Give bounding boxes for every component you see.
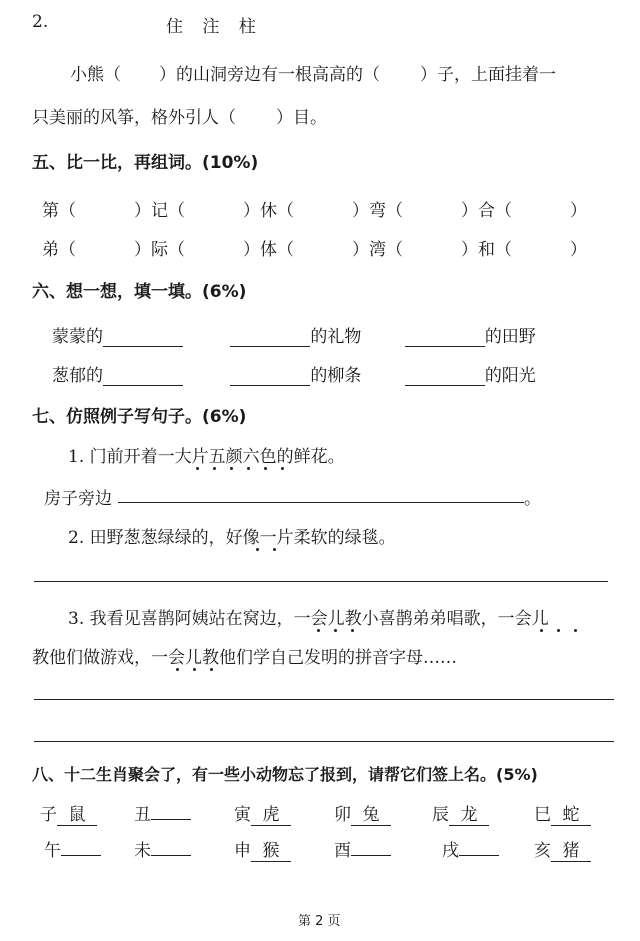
emphasis-dot: [213, 467, 216, 470]
s6-r2-word3: 的阳光: [484, 366, 536, 386]
emphasis-dot: [557, 629, 560, 632]
s7-answer3-line1[interactable]: [34, 699, 614, 700]
zodiac-item: [334, 800, 391, 826]
s6-r1-word1: 蒙蒙的: [52, 327, 103, 347]
zodiac-answer[interactable]: 猴: [251, 836, 291, 862]
zodiac-answer[interactable]: 兔: [351, 800, 391, 826]
emphasis-dot: [196, 467, 199, 470]
zodiac-branch: 寅: [234, 805, 251, 825]
zodiac-answer[interactable]: 蛇: [551, 800, 591, 826]
section7-title: 七、仿照例子写句子。(6%): [32, 407, 247, 427]
emphasis-dot: [334, 629, 337, 632]
zodiac-branch: 辰: [432, 805, 449, 825]
q2-characters: 住 注 柱: [166, 17, 256, 37]
zodiac-item: [432, 800, 489, 826]
s5-r2-c3: ）体（: [243, 240, 294, 260]
s5-r2-c5: ）和（: [461, 240, 512, 260]
zodiac-answer[interactable]: [351, 855, 391, 856]
zodiac-branch: 戌: [442, 841, 459, 861]
zodiac-answer[interactable]: 鼠: [57, 800, 97, 826]
zodiac-item: [534, 800, 591, 826]
s6-blank[interactable]: [230, 369, 310, 386]
zodiac-item: [134, 836, 191, 861]
q2-text-b: ）的山洞旁边有一根高高的（: [159, 65, 380, 85]
s6-row2: [52, 361, 536, 386]
s6-r1-word2: 的礼物: [310, 327, 362, 347]
zodiac-answer[interactable]: 虎: [251, 800, 291, 826]
s6-blank[interactable]: [405, 369, 485, 386]
s5-r1-c2: ）记（: [134, 201, 185, 221]
emphasis-dot: [574, 629, 577, 632]
s5-r1-c4: ）弯（: [352, 201, 403, 221]
s5-r1-close: ）: [570, 201, 587, 221]
emphasis-dot: [351, 629, 354, 632]
emphasis-dot: [273, 548, 276, 551]
s7-example3-line1: 3. 我看见喜鹊阿姨站在窝边，一会儿教小喜鹊弟弟唱歌，一会儿: [68, 609, 549, 629]
s5-r1-c3: ）休（: [243, 201, 294, 221]
zodiac-branch: 丑: [134, 805, 151, 825]
page-number: 第 2 页: [298, 914, 341, 929]
emphasis-dot: [247, 467, 250, 470]
emphasis-dot: [230, 467, 233, 470]
s7-example3-line2: 教他们做游戏，一会儿教他们学自己发明的拼音字母……: [32, 648, 457, 668]
s5-r2-c1: 弟（: [42, 240, 76, 260]
s7-answer1-prefix: 房子旁边: [44, 489, 112, 509]
s6-blank[interactable]: [103, 369, 183, 386]
zodiac-branch: 未: [134, 841, 151, 861]
zodiac-answer[interactable]: [459, 855, 499, 856]
s6-row1: [52, 322, 536, 347]
zodiac-item: [234, 836, 291, 862]
q2-text-c: ）子，上面挂着一: [420, 65, 556, 85]
section5-title: 五、比一比，再组词。(10%): [32, 153, 259, 173]
s5-r1-c1: 第（: [42, 201, 76, 221]
emphasis-dot: [540, 629, 543, 632]
s7-answer2-line[interactable]: [34, 581, 608, 582]
s5-row1: [42, 196, 587, 221]
s7-example2: 2. 田野葱葱绿绿的，好像一片柔软的绿毯。: [68, 528, 396, 548]
zodiac-answer[interactable]: 猪: [551, 836, 591, 862]
s6-r2-word1: 葱郁的: [52, 366, 103, 386]
q2-sentence-line2: [32, 103, 327, 128]
zodiac-item: [442, 836, 499, 861]
emphasis-dot: [210, 668, 213, 671]
emphasis-dot: [281, 467, 284, 470]
s7-answer1-suffix: 。: [524, 489, 541, 509]
emphasis-dot: [193, 668, 196, 671]
emphasis-dot: [317, 629, 320, 632]
section6-title: 六、想一想，填一填。(6%): [32, 282, 247, 302]
zodiac-item: [334, 836, 391, 861]
s6-r2-word2: 的柳条: [310, 366, 362, 386]
zodiac-branch: 亥: [534, 841, 551, 861]
emphasis-dot: [176, 668, 179, 671]
emphasis-dot: [264, 467, 267, 470]
q2-text-e: ）目。: [276, 108, 327, 128]
zodiac-answer[interactable]: [61, 855, 101, 856]
zodiac-branch: 午: [44, 841, 61, 861]
s5-row2: [42, 235, 587, 260]
s7-answer3-line2[interactable]: [34, 741, 614, 742]
s5-r2-c2: ）际（: [134, 240, 185, 260]
q2-number: 2.: [32, 12, 49, 32]
s5-r1-c5: ）合（: [461, 201, 512, 221]
q2-text-d: 只美丽的风筝，格外引人（: [32, 108, 236, 128]
zodiac-answer[interactable]: [151, 819, 191, 820]
zodiac-item: [40, 800, 97, 826]
zodiac-item: [534, 836, 591, 862]
zodiac-branch: 巳: [534, 805, 551, 825]
q2-sentence-line1: [70, 60, 556, 85]
zodiac-branch: 酉: [334, 841, 351, 861]
s5-r2-c4: ）湾（: [352, 240, 403, 260]
s7-answer1-line[interactable]: [118, 502, 524, 503]
zodiac-item: [134, 800, 191, 825]
s6-blank[interactable]: [103, 330, 183, 347]
zodiac-branch: 卯: [334, 805, 351, 825]
q2-text-a: 小熊（: [70, 65, 121, 85]
zodiac-branch: 申: [234, 841, 251, 861]
zodiac-item: [234, 800, 291, 826]
emphasis-dot: [256, 548, 259, 551]
section8-title: 八、十二生肖聚会了，有一些小动物忘了报到，请帮它们签上名。(5%): [32, 765, 538, 784]
zodiac-answer[interactable]: 龙: [449, 800, 489, 826]
s5-r2-close: ）: [570, 240, 587, 260]
zodiac-answer[interactable]: [151, 855, 191, 856]
zodiac-branch: 子: [40, 805, 57, 825]
s6-blank[interactable]: [230, 330, 310, 347]
s6-blank[interactable]: [405, 330, 485, 347]
s7-example1: 1. 门前开着一大片五颜六色的鲜花。: [68, 447, 345, 467]
zodiac-item: [44, 836, 101, 861]
s6-r1-word3: 的田野: [484, 327, 536, 347]
